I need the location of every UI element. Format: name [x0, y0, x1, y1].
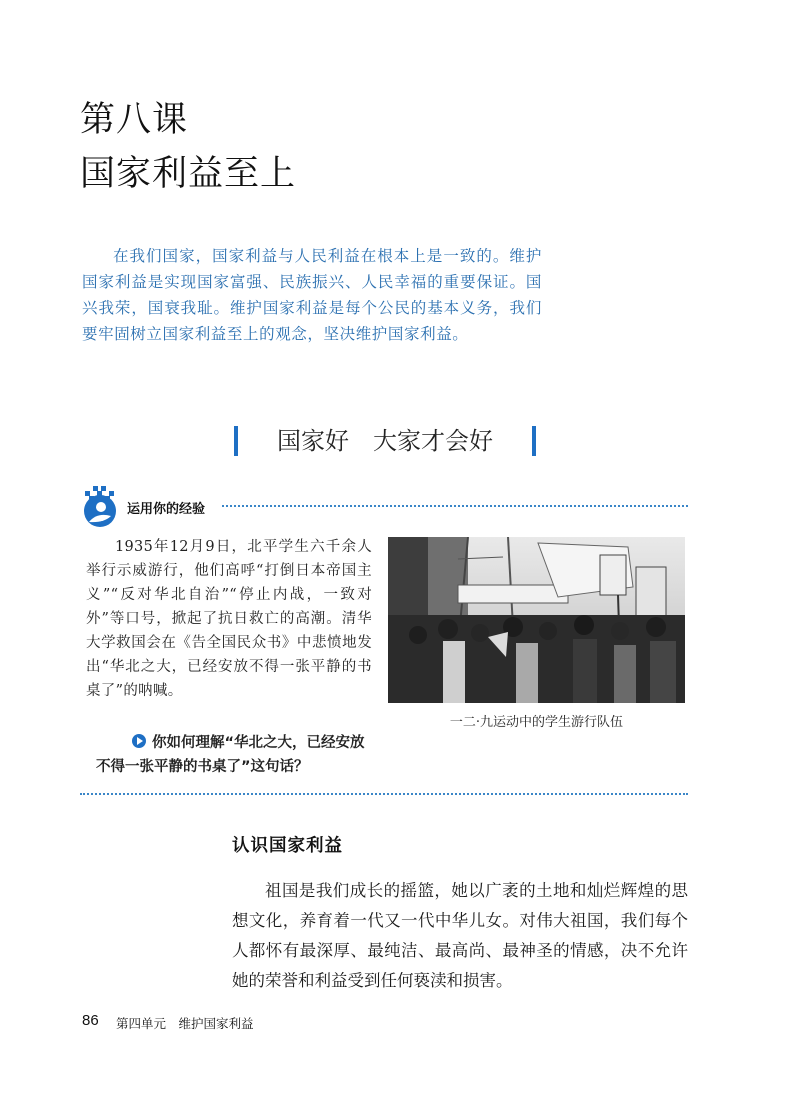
experience-label: 运用你的经验: [127, 502, 206, 517]
subsection-title: 认识国家利益: [232, 836, 343, 856]
footer-unit-title: 第四单元 维护国家利益: [116, 1016, 254, 1031]
section-heading: [230, 424, 540, 460]
heading-bar-right: [532, 426, 536, 456]
dotted-divider-bottom: [80, 793, 688, 795]
section-title: 国家好 大家才会好: [277, 427, 493, 455]
historical-photo: [388, 537, 685, 703]
photo-caption: 一二·九运动中的学生游行队伍: [449, 715, 624, 730]
experience-story: 1935年12月9日，北平学生六千余人举行示威游行，他们高呼“打倒日本帝国主义”“反对华北自治”“停止内战，一致对外”等口号，掀起了抗日救亡的高潮。清华大学救国会在《告全国民众书》中悲愤地发出“华北之大，已经安放不得一张平静的书桌了”的呐喊。: [86, 539, 372, 699]
question-text: 你如何理解“华北之大，已经安放不得一张平静的书桌了”这句话？: [96, 735, 365, 775]
lesson-title: 国家利益至上: [80, 154, 297, 194]
arrow-icon: [132, 734, 146, 748]
lesson-intro: 在我们国家，国家利益与人民利益在根本上是一致的。维护国家利益是实现国家富强、民族振兴、人民幸福的重要保证。国兴我荣，国衰我耻。维护国家利益是每个公民的基本义务，我们要牢固树立国家利益至上的观念，坚决维护国家利益。: [82, 247, 542, 343]
lesson-number: 第八课: [80, 100, 189, 140]
experience-question: [96, 731, 372, 779]
page-number: 86: [82, 1012, 99, 1029]
experience-icon: [80, 486, 120, 528]
dotted-divider-top: [222, 505, 688, 507]
subsection-body: 祖国是我们成长的摇篮，她以广袤的土地和灿烂辉煌的思想文化，养育着一代又一代中华儿女。对伟大祖国，我们每个人都怀有最深厚、最纯洁、最高尚、最神圣的情感，决不允许她的荣誉和利益受到任何亵渎和损害。: [232, 881, 688, 990]
